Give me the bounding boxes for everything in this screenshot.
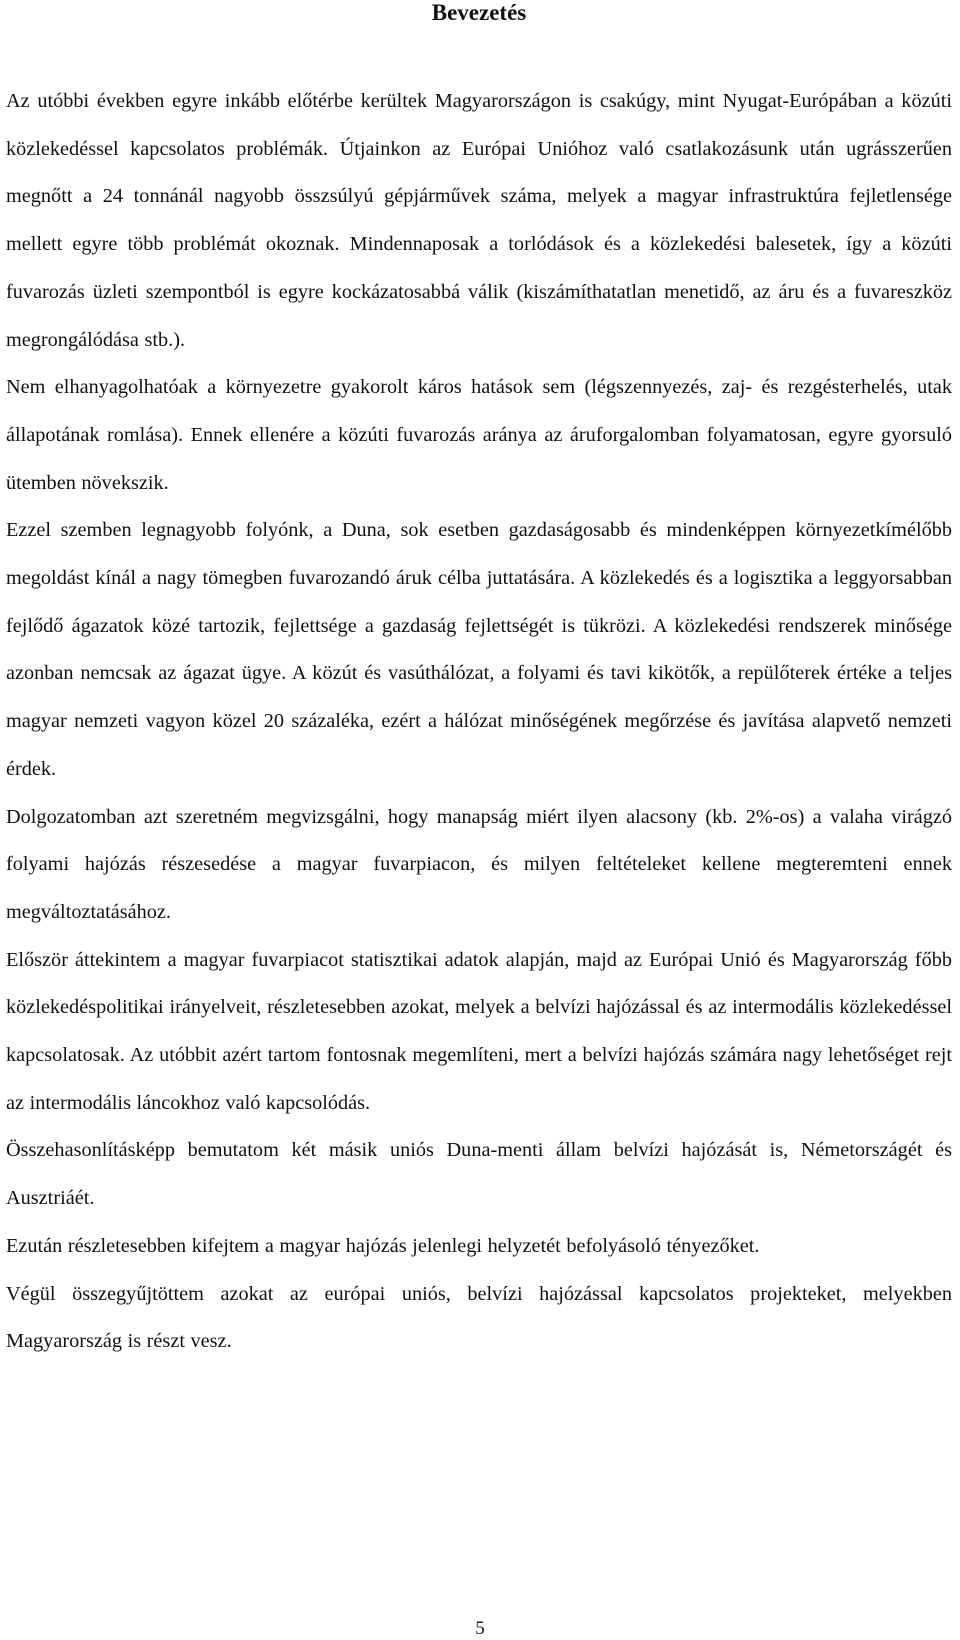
paragraph-4: Dolgozatomban azt szeretném megvizsgálni, hogy manapság miért ilyen alacsony (kb. 2%-os) a valaha virágzó folyami hajózás részesedése a magyar fuvarpiacon, és milyen feltételeket kellene megteremteni ennek megváltoztatásához.	[6, 805, 952, 923]
page-number: 5	[475, 1618, 485, 1639]
body-text	[6, 78, 952, 1366]
paragraph-7: Ezután részletesebben kifejtem a magyar hajózás jelenlegi helyzetét befolyásoló tényezőket.	[6, 1234, 760, 1257]
page-title: Bevezetés	[431, 0, 527, 25]
document-page	[6, 0, 952, 1366]
paragraph-6: Összehasonlításképp bemutatom két másik uniós Duna-menti állam belvízi hajózását is, Németországét és Ausztriáét.	[6, 1139, 952, 1210]
paragraph-8: Végül összegyűjtöttem azokat az európai uniós, belvízi hajózással kapcsolatos projekteket, melyekben Magyarország is részt vesz.	[6, 1282, 952, 1353]
paragraph-5: Először áttekintem a magyar fuvarpiacot statisztikai adatok alapján, majd az Európai Unió és Magyarország főbb közlekedéspolitikai irányelveit, részletesebben azokat, melyek a belvízi hajózással és az intermodális közlekedéssel kapcsolatosak. Az utóbbit azért tartom fontosnak megemlíteni, mert a belvízi hajózás számára nagy lehetőséget rejt az intermodális láncokhoz való kapcsolódás.	[6, 948, 952, 1114]
paragraph-3: Ezzel szemben legnagyobb folyónk, a Duna, sok esetben gazdaságosabb és mindenképpen környezetkímélőbb megoldást kínál a nagy tömegben fuvarozandó áruk célba juttatására. A közlekedés és a logisztika a leggyorsabban fejlődő ágazatok közé tartozik, fejlettsége a gazdaság fejlettségét is tükrözi. A közlekedési rendszerek minősége azonban nemcsak az ágazat ügye. A közút és vasúthálózat, a folyami és tavi kikötők, a repülőterek értéke a teljes magyar nemzeti vagyon közel 20 százaléka, ezért a hálózat minőségének megőrzése és javítása alapvető nemzeti érdek.	[6, 519, 952, 780]
paragraph-2: Nem elhanyagolhatóak a környezetre gyakorolt káros hatások sem (légszennyezés, zaj- és rezgésterhelés, utak állapotának romlása). Ennek ellenére a közúti fuvarozás aránya az áruforgalomban folyamatosan, egyre gyorsuló ütemben növekszik.	[6, 376, 952, 494]
paragraph-1: Az utóbbi években egyre inkább előtérbe kerültek Magyarországon is csakúgy, mint Nyugat-Európában a közúti közlekedéssel kapcsolatos problémák. Útjainkon az Európai Unióhoz való csatlakozásunk után ugrásszerűen megnőtt a 24 tonnánál nagyobb összsúlyú gépjárművek száma, melyek a magyar infrastruktúra fejletlensége mellett egyre több problémát okoznak. Mindennaposak a torlódások és a közlekedési balesetek, így a közúti fuvarozás üzleti szempontból is egyre kockázatosabbá válik (kiszámíthatatlan menetidő, az áru és a fuvareszköz megrongálódása stb.).	[6, 90, 952, 351]
